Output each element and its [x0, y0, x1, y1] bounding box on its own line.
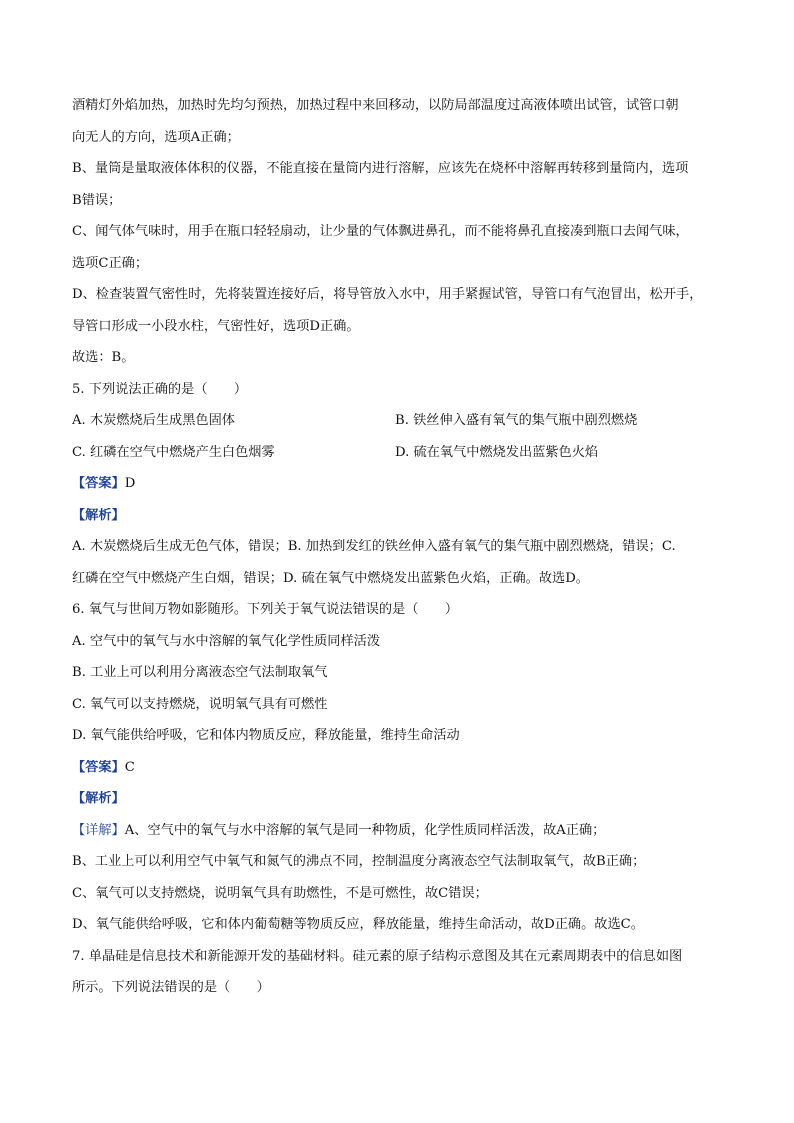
option-c: C. 氧气可以支持燃烧，说明氧气具有可燃性 — [72, 696, 328, 712]
question-6 — [72, 602, 732, 932]
text-line: 故选：B。 — [72, 350, 135, 365]
option-b: B. 工业上可以利用分离液态空气法制取氧气 — [72, 665, 328, 680]
answer-value: C — [124, 759, 135, 775]
detail-text: C、氧气可以支持燃烧，说明氧气具有助燃性，不是可燃性，故C错误； — [72, 885, 488, 901]
detail-label: 【详解】 — [72, 822, 125, 838]
answer-line — [72, 476, 732, 491]
analysis-heading — [72, 791, 732, 806]
text-line: B、量筒是量取液体体积的仪器，不能直接在量筒内进行溶解，应该先在烧杯中溶解再转移到量筒内，选项 — [72, 161, 689, 176]
question-7 — [72, 949, 732, 996]
detail-line — [72, 823, 732, 838]
text-line: 选项C正确； — [72, 255, 149, 271]
option-d: D. 硫在氧气中燃烧发出蓝紫色火焰 — [395, 444, 599, 460]
option-d: D. 氧气能供给呼吸，它和体内物质反应，释放能量，维持生命活动 — [72, 728, 460, 743]
option-a: A. 空气中的氧气与水中溶解的氧气化学性质同样活泼 — [72, 633, 381, 649]
text-line: C、闻气体气味时，用手在瓶口轻轻扇动，让少量的气体飘进鼻孔，而不能将鼻孔直接凑到瓶口去闻气味， — [72, 224, 689, 239]
analysis-heading — [72, 508, 732, 523]
question-stem: 7. 单晶硅是信息技术和新能源开发的基础材料。硅元素的原子结构示意图及其在元素周期表中的信息如图 — [72, 948, 683, 964]
option-row — [72, 413, 732, 428]
text-line: B错误； — [72, 192, 122, 208]
option-row — [72, 445, 732, 460]
option-a: A. 木炭燃烧后生成黑色固体 — [72, 413, 235, 428]
answer-line — [72, 760, 732, 775]
document-page — [72, 98, 732, 1012]
answer-value: D — [124, 476, 136, 491]
text-line: 酒精灯外焰加热，加热时先均匀预热，加热过程中来回移动，以防局部温度过高液体喷出试管，试管口朝 — [72, 98, 679, 113]
answer-label: 【答案】 — [72, 476, 125, 491]
text-line: 向无人的方向，选项A正确； — [72, 129, 240, 145]
option-b: B. 铁丝伸入盛有氧气的集气瓶中剧烈燃烧 — [395, 413, 638, 428]
question-stem: 6. 氧气与世间万物如影随形。下列关于氧气说法错误的是（ ） — [72, 602, 459, 617]
analysis-text: 红磷在空气中燃烧产生白烟，错误；D. 硫在氧气中燃烧发出蓝紫色火焰，正确。故选D。 — [72, 570, 589, 586]
text-line: D、检查装置气密性时，先将装置连接好后，将导管放入水中，用手紧握试管，导管口有气泡冒出，松开手， — [72, 287, 703, 302]
q4-explanation-tail — [72, 98, 732, 365]
question-stem: 5. 下列说法正确的是（ ） — [72, 381, 248, 397]
analysis-text: A. 木炭燃烧后生成无色气体，错误；B. 加热到发红的铁丝伸入盛有氧气的集气瓶中剧烈燃烧，错误；C. — [72, 539, 676, 554]
answer-label: 【答案】 — [72, 759, 125, 775]
option-c: C. 红磷在空气中燃烧产生白色烟雾 — [72, 444, 275, 460]
detail-text: A、空气中的氧气与水中溶解的氧气是同一种物质，化学性质同样活泼，故A正确； — [124, 822, 606, 838]
analysis-label: 【解析】 — [72, 507, 125, 523]
question-5 — [72, 382, 732, 586]
detail-text: D、氧气能供给呼吸，它和体内葡萄糖等物质反应，释放能量，维持生命活动，故D正确。故选C。 — [72, 917, 644, 932]
question-stem: 所示。下列说法错误的是（ ） — [72, 980, 270, 995]
detail-text: B、工业上可以利用空气中氧气和氮气的沸点不同，控制温度分离液态空气法制取氧气，故B正确； — [72, 854, 646, 869]
text-line: 导管口形成一小段水柱，气密性好，选项D正确。 — [72, 318, 360, 334]
analysis-label: 【解析】 — [72, 791, 125, 806]
